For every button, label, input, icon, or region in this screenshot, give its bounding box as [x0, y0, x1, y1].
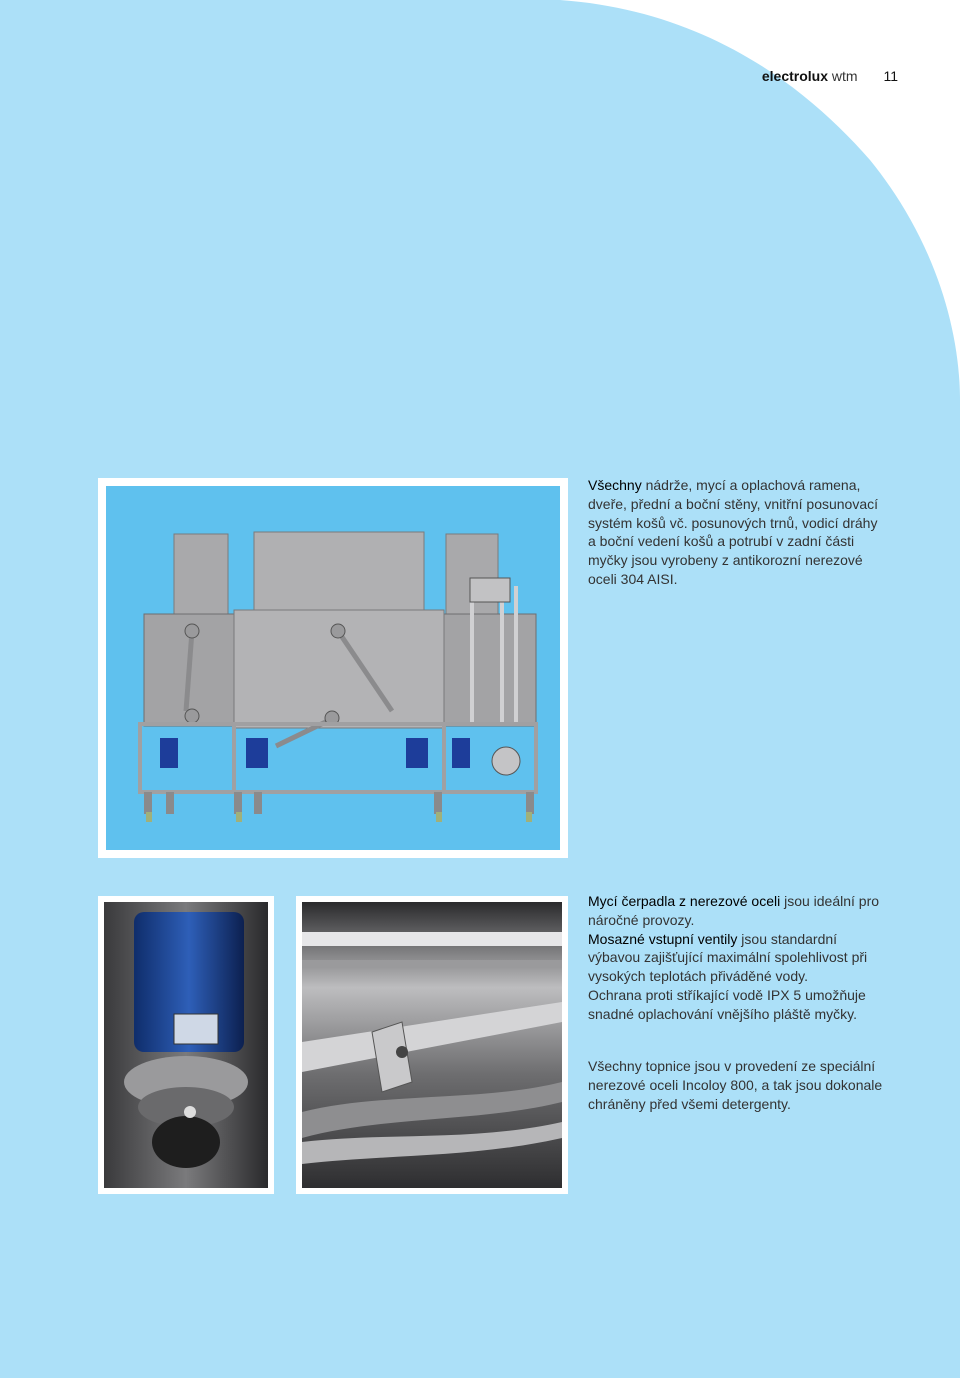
valves-paragraph — [588, 930, 888, 986]
pump-photo-frame — [98, 896, 274, 1194]
materials-paragraph — [588, 476, 888, 589]
heaters-paragraph: Všechny topnice jsou v provedení ze speciální nerezové oceli Incoloy 800, a tak jsou dokonale chráněny před všemi detergenty. — [588, 1058, 883, 1112]
text-block-materials — [588, 476, 888, 589]
dishwasher-diagram-frame — [98, 478, 568, 858]
pump-photo — [104, 902, 268, 1188]
rails-photo-frame — [296, 896, 568, 1194]
product-name: wtm — [831, 68, 858, 84]
ipx-paragraph: Ochrana proti stříkající vodě IPX 5 umožňuje snadné oplachování vnějšího pláště myčky. — [588, 986, 866, 1022]
materials-lead: Všechny — [588, 477, 642, 493]
rails-photo — [302, 902, 562, 1188]
valves-lead: Mosazné vstupní ventily — [588, 930, 738, 947]
pumps-paragraph — [588, 892, 888, 930]
dishwasher-diagram — [106, 486, 560, 850]
text-block-pumps — [588, 892, 888, 1024]
materials-text: nádrže, mycí a oplachová ramena, dveře, přední a boční stěny, vnitřní posunovací systém košů vč. posunových trnů, vodicí dráhy a boční vedení košů a potrubí v zadní části myčky jsou vyrobeny z antikorozní nerezové oceli 304 AISI. — [588, 477, 879, 587]
pumps-text: jsou ideální pro náročné provozy. — [588, 893, 880, 928]
valves-text: jsou standardní výbavou zajišťující maximální spolehlivost při vysokých teplotách přiváděné vody. — [588, 930, 868, 985]
page-header — [762, 68, 898, 84]
text-block-heaters — [588, 1057, 888, 1113]
pumps-lead: Mycí čerpadla z nerezové oceli — [588, 893, 781, 909]
brand-name: electrolux — [761, 68, 828, 84]
page-number: 11 — [883, 68, 898, 84]
